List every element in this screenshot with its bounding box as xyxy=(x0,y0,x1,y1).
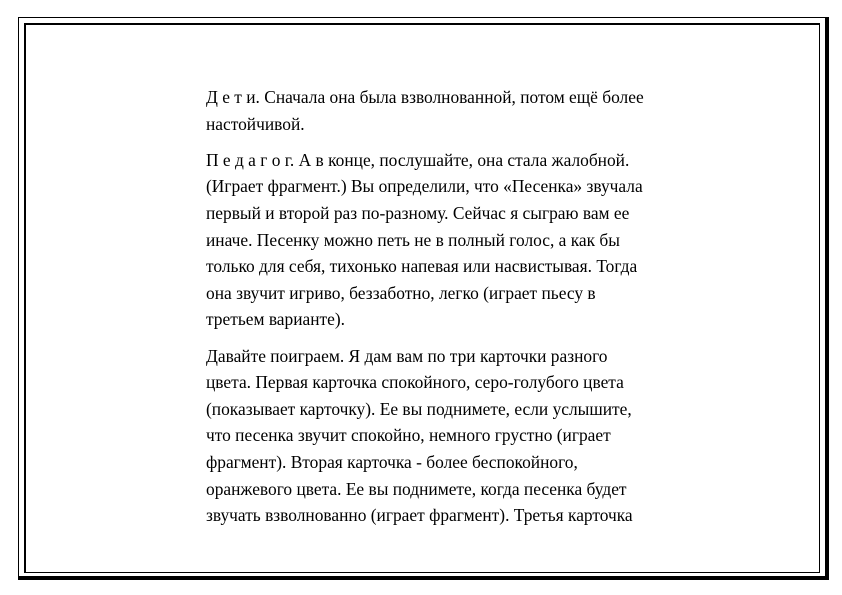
text-line: что песенка звучит спокойно, немного грустно (играет xyxy=(206,425,611,446)
text-line: третьем варианте). xyxy=(206,309,346,330)
text-line: цвета. Первая карточка спокойного, серо-голубого цвета xyxy=(206,372,624,393)
text-line: Д е т и. Сначала она была взволнованной, потом ещё более xyxy=(206,87,644,107)
text-line: (показывает карточку). Ее вы поднимете, если услышите, xyxy=(206,398,632,419)
paragraph-game-instructions xyxy=(206,343,726,529)
document-body xyxy=(206,84,726,538)
text-line: иначе. Песенку можно петь не в полный голос, а как бы xyxy=(206,229,620,250)
paragraph-children-reply xyxy=(206,84,726,137)
text-line: только для себя, тихонько напевая или насвистывая. Тогда xyxy=(206,256,638,277)
text-line: фрагмент). Вторая карточка - более беспокойного, xyxy=(206,451,578,472)
text-line: настойчивой. xyxy=(206,113,305,134)
text-line: Давайте поиграем. Я дам вам по три карточки разного xyxy=(206,345,608,366)
text-line: П е д а г о г. А в конце, послушайте, она стала жалобной. xyxy=(206,149,630,170)
text-line: звучать взволнованно (играет фрагмент). Третья карточка xyxy=(206,505,633,526)
text-line: оранжевого цвета. Ее вы поднимете, когда песенка будет xyxy=(206,478,627,499)
text-line: она звучит игриво, беззаботно, легко (играет пьесу в xyxy=(206,282,596,303)
text-line: первый и второй раз по-разному. Сейчас я сыграю вам ее xyxy=(206,202,630,223)
paragraph-teacher-reply xyxy=(206,147,726,333)
text-line: (Играет фрагмент.) Вы определили, что «Песенка» звучала xyxy=(206,176,643,197)
